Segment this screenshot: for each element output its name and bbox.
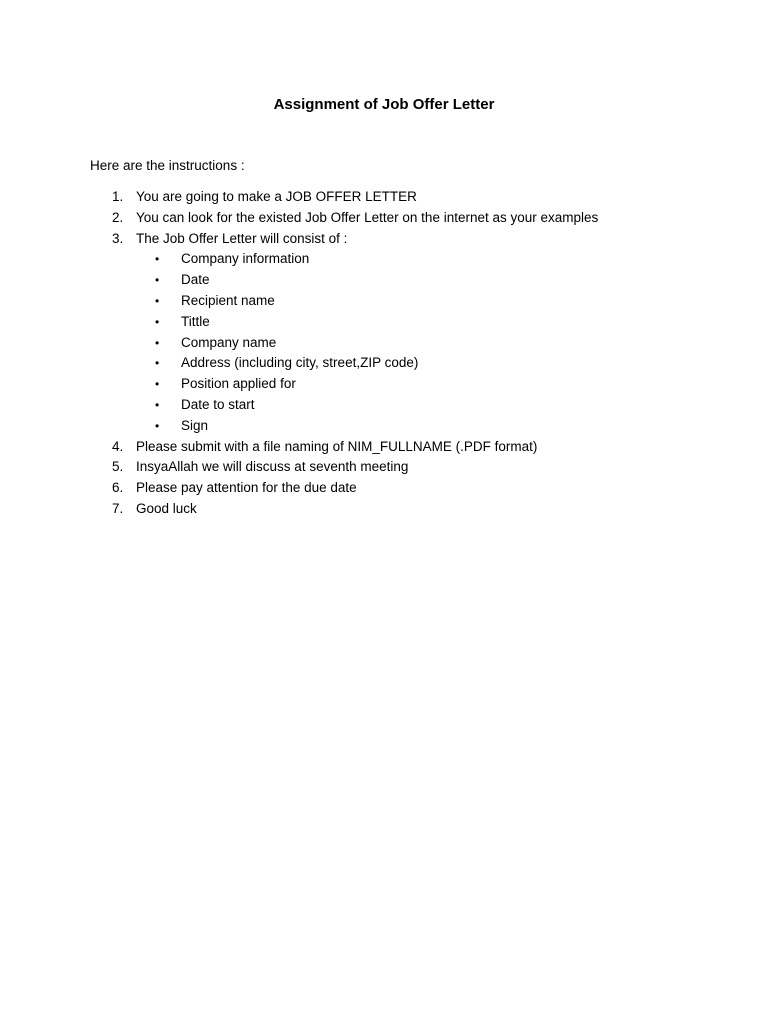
bullet-item <box>0 312 598 333</box>
bullet-item-text: Sign <box>181 417 209 433</box>
list-number: 4. <box>112 438 124 454</box>
list-item-text: InsyaAllah we will discuss at seventh meeting <box>136 459 409 475</box>
bullet-item-text: Position applied for <box>181 376 296 392</box>
instructions-list <box>0 187 598 520</box>
list-number: 1. <box>112 189 124 204</box>
list-item-text: Please pay attention for the due date <box>136 480 357 496</box>
list-item-text: You are going to make a JOB OFFER LETTER <box>136 189 417 204</box>
list-number: 7. <box>112 500 124 516</box>
list-item-text: Please submit with a file naming of NIM_FULLNAME (.PDF format) <box>136 438 538 454</box>
list-item <box>0 437 598 458</box>
list-item-text: Good luck <box>136 500 197 516</box>
list-item <box>0 187 598 208</box>
list-number: 6. <box>112 480 124 496</box>
bullet-item-text: Company information <box>181 251 310 267</box>
list-number: 2. <box>112 209 124 225</box>
bullet-icon: • <box>155 314 160 329</box>
bullet-item <box>0 395 598 416</box>
bullet-item <box>0 374 598 395</box>
document-title: Assignment of Job Offer Letter <box>273 96 495 113</box>
list-item-text: The Job Offer Letter will consist of : <box>136 230 348 246</box>
bullet-icon: • <box>155 377 160 392</box>
bullet-item-text: Recipient name <box>181 292 275 308</box>
list-number: 5. <box>112 459 124 475</box>
bullet-item-text: Tittle <box>181 313 210 329</box>
bullet-item-text: Company name <box>181 334 277 350</box>
letter-components-list <box>0 249 598 436</box>
list-item-text: You can look for the existed Job Offer Letter on the internet as your examples <box>136 209 599 225</box>
bullet-icon: • <box>155 418 160 433</box>
list-item <box>0 457 598 478</box>
list-item <box>0 499 598 520</box>
bullet-item-text: Date to start <box>181 396 255 412</box>
bullet-icon: • <box>155 335 160 350</box>
instructions-intro: Here are the instructions : <box>90 158 245 173</box>
bullet-item <box>0 249 598 270</box>
bullet-item-text: Date <box>181 272 210 288</box>
bullet-item <box>0 333 598 354</box>
bullet-icon: • <box>155 397 160 412</box>
bullet-item-text: Address (including city, street,ZIP code) <box>181 355 419 371</box>
bullet-item <box>0 416 598 437</box>
list-item <box>0 229 598 437</box>
bullet-item <box>0 270 598 291</box>
bullet-item <box>0 291 598 312</box>
bullet-item <box>0 353 598 374</box>
list-item <box>0 208 598 229</box>
list-number: 3. <box>112 230 124 246</box>
list-item <box>0 478 598 499</box>
bullet-icon: • <box>155 252 160 267</box>
bullet-icon: • <box>155 293 160 308</box>
bullet-icon: • <box>155 356 160 371</box>
bullet-icon: • <box>155 273 160 288</box>
